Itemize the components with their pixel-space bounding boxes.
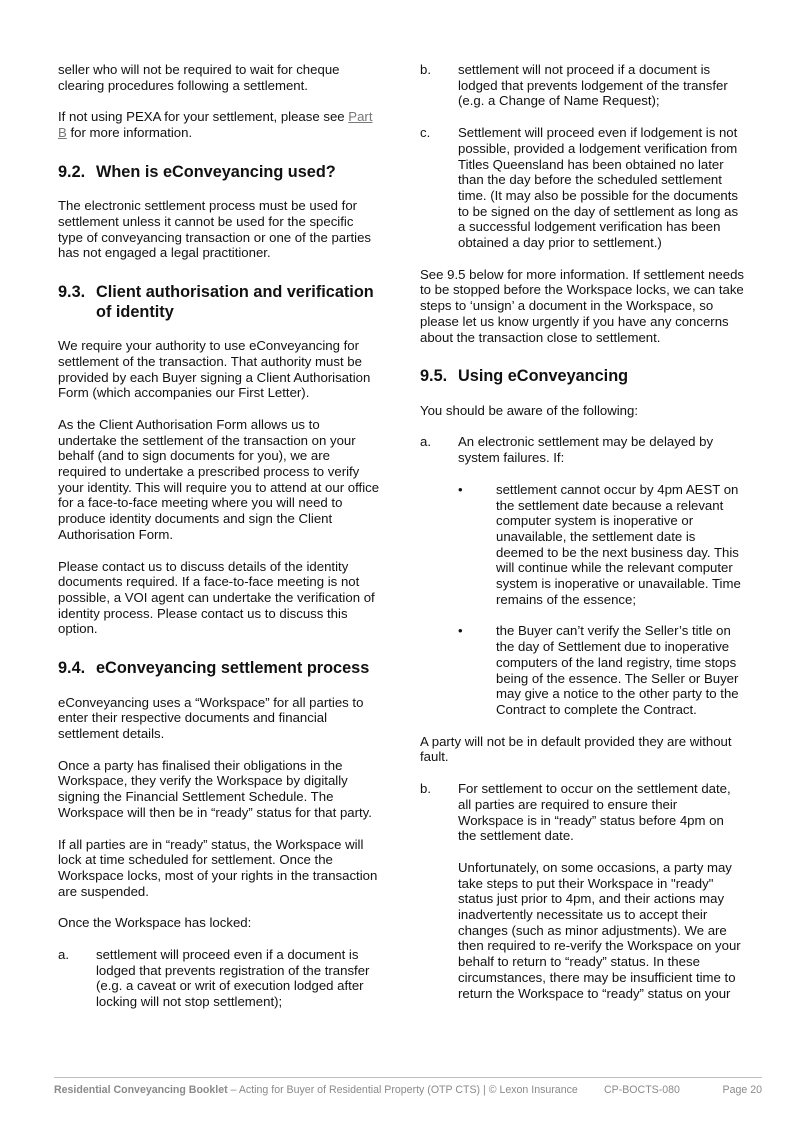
left-column	[58, 62, 380, 1026]
bullet-item	[458, 623, 745, 717]
list-item-text: Unfortunately, on some occasions, a party may take steps to put their Workspace in "ready" status just prior to 4pm, and their actions may inadvertently necessitate us to accept their changes (such as minor adjustments). We are then required to re-verify the Workspace on your behalf to return to “ready” status. In these circumstances, there may be insufficient time to return the Workspace to “ready” status on your	[458, 859, 741, 1001]
paragraph: Please contact us to discuss details of the identity documents required. If a face-to-face meeting is not possible, a VOI agent can undertake the verification of identity process. Please contact us to discuss this option.	[58, 558, 375, 637]
list-marker: b.	[420, 781, 431, 797]
paragraph: See 9.5 below for more information. If settlement needs to be stopped before the Workspace locks, we can take steps to ‘unsign’ a document in the Workspace, so please let us know urgently if you have any concerns about the transaction close to settlement.	[420, 266, 744, 345]
section-title: Client authorisation and verification of identity	[96, 283, 374, 321]
list-item	[420, 62, 745, 109]
paragraph-text: If not using PEXA for your settlement, please see	[58, 109, 349, 125]
section-heading-9-3	[58, 283, 380, 322]
list-item-text: An electronic settlement may be delayed by system failures. If:	[458, 434, 714, 466]
section-title: eConveyancing settlement process	[96, 659, 370, 678]
paragraph-pexa	[58, 109, 380, 140]
section-number: 9.2.	[58, 162, 86, 181]
list-item	[420, 434, 745, 717]
list-item-text: Settlement will proceed even if lodgement is not possible, provided a lodgement verification from Titles Queensland has been obtained no later than the day before the scheduled settlement time. (It may also be possible for the documents to be signed on the day of settlement as long as a successful lodgement verification has been obtained a day prior to settlement.)	[458, 125, 739, 251]
paragraph: You should be aware of the following:	[420, 402, 638, 418]
bullet-item	[458, 482, 745, 608]
list-item-body	[458, 781, 745, 1001]
list-item-text: For settlement to occur on the settlement date, all parties are required to ensure their Workspace is in “ready” status before 4pm on the settlement date.	[458, 781, 731, 844]
list-marker: c.	[420, 125, 431, 141]
bullet-icon: •	[458, 623, 463, 639]
paragraph: Once the Workspace has locked:	[58, 915, 252, 931]
paragraph: The electronic settlement process must be used for settlement unless it cannot be used for the specific type of conveyancing transaction or one of the parties has not engaged a legal practitioner.	[58, 198, 372, 261]
paragraph: As the Client Authorisation Form allows us to undertake the settlement of the transaction on your behalf (and to sign documents for you), we are required to undertake a prescribed process to verify your identity. This will require you to attend at our office for a face-to-face meeting where you will need to produce identity documents and sign the Client Authorisation Form.	[58, 416, 380, 542]
list-marker: a.	[420, 434, 431, 450]
section-heading-9-2	[58, 163, 380, 183]
paragraph: We require your authority to use eConveyancing for settlement of the transaction. That authority must be provided by each Buyer signing a Client Authorisation Form (which accompanies our First Letter).	[58, 338, 371, 401]
paragraph: eConveyancing uses a “Workspace” for all parties to enter their respective documents and financial settlement details.	[58, 694, 364, 741]
list-item-text: settlement will proceed even if a document is lodged that prevents registration of the transfer (e.g. a caveat or writ of execution lodged after locking will not stop settlement);	[96, 947, 370, 1010]
section-number: 9.4.	[58, 659, 86, 678]
paragraph: A party will not be in default provided they are without fault.	[420, 733, 732, 765]
section-title: Using eConveyancing	[458, 367, 629, 386]
bullet-text: settlement cannot occur by 4pm AEST on the settlement date because a relevant computer system is inoperative or unavailable, the settlement date is deemed to be the next business day. This will continue while the relevant computer system is inoperative or unavailable. Time remains of the essence;	[496, 481, 741, 607]
footer-document-code: CP-BOCTS-080	[604, 1084, 680, 1096]
bullet-icon: •	[458, 481, 463, 497]
list-item	[420, 125, 745, 251]
paragraph-text: for more information.	[66, 125, 193, 141]
bullet-text: the Buyer can’t verify the Seller’s title on the day of Settlement due to inoperative computers of the land registry, time stops being of the essence. The Seller or Buyer may give a notice to the other party to the Contract to complete the Contract.	[496, 623, 739, 717]
footer-booklet-name: Residential Conveyancing Booklet	[54, 1084, 228, 1096]
page-footer	[54, 1077, 762, 1096]
list-item-body	[458, 434, 745, 717]
footer-document-title	[54, 1084, 604, 1096]
paragraph: If all parties are in “ready” status, the Workspace will lock at time scheduled for settlement. Once the Workspace locks, most of your rights in the transaction are suspended.	[58, 836, 378, 899]
list-marker: b.	[420, 62, 431, 77]
list-item	[420, 781, 745, 1001]
part-b-link[interactable]: Part B	[58, 109, 373, 141]
paragraph: Once a party has finalised their obligations in the Workspace, they verify the Workspace by digitally signing the Financial Settlement Schedule. The Workspace will then be in “ready” status for that party.	[58, 757, 372, 820]
list-item	[58, 947, 380, 1010]
footer-subtitle: – Acting for Buyer of Residential Property (OTP CTS) | © Lexon Insurance	[227, 1084, 578, 1096]
section-heading-9-4	[58, 659, 380, 679]
footer-page-number: Page 20	[722, 1084, 762, 1096]
section-title: When is eConveyancing used?	[96, 162, 336, 181]
section-number: 9.3.	[58, 283, 86, 302]
list-item-text: settlement will not proceed if a document is lodged that prevents lodgement of the transfer (e.g. a Change of Name Request);	[458, 62, 728, 109]
list-marker: a.	[58, 947, 69, 963]
section-heading-9-5	[420, 367, 745, 387]
right-column	[420, 62, 745, 1017]
paragraph: seller who will not be required to wait for cheque clearing procedures following a settlement.	[58, 62, 340, 93]
section-number: 9.5.	[420, 367, 448, 386]
